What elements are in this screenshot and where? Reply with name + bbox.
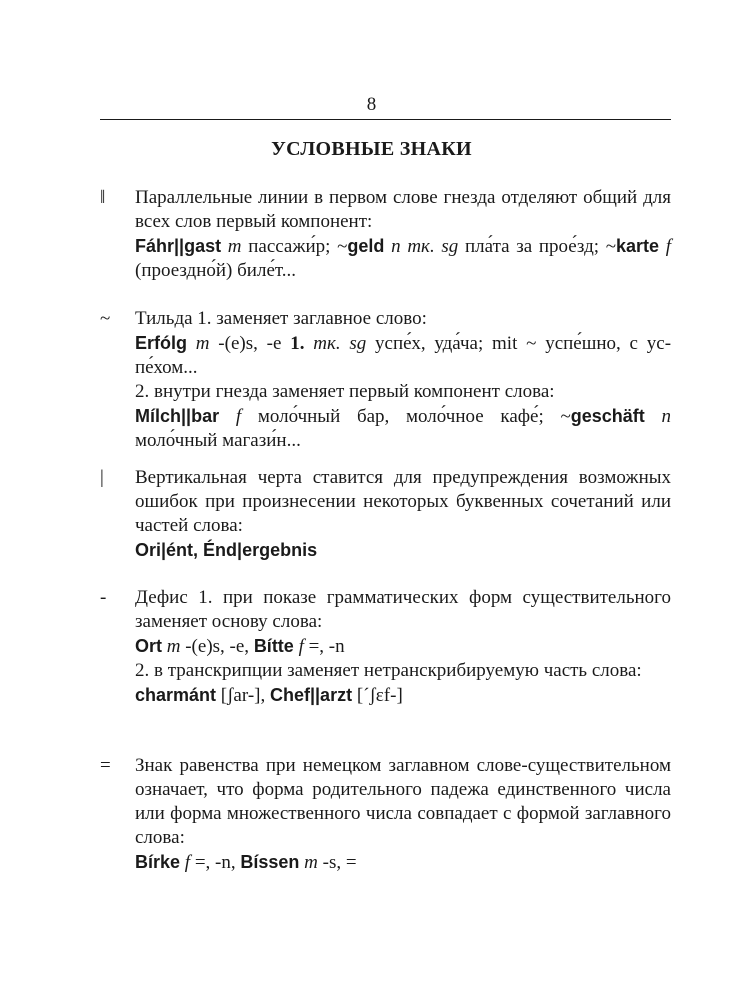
translation: успе́х, уда́ча; mit ~ успе́шно, с ус- (375, 333, 672, 354)
transcription: [ʃar-], (220, 685, 266, 706)
grammar-mark: тк. sg (313, 333, 367, 354)
headword: geschäft (570, 406, 645, 426)
symbol-equals: = (100, 755, 111, 776)
entry-description: Вертикальная черта ставится для предупреждения возможных ошибок при произнесении некоторых буквенных сочетаний или частей слова: (135, 467, 671, 536)
entry-vertical-bar (100, 466, 671, 562)
entry-description: Параллельные линии в первом слове гнезда отделяют общий для всех слов первый компонент: (135, 187, 671, 232)
grammar-mark: f (298, 636, 304, 657)
entry-example (135, 850, 671, 875)
headword: Mílch||bar (135, 406, 220, 426)
entry-example (135, 634, 671, 659)
entry-body (135, 307, 671, 453)
grammar-mark: f (235, 406, 242, 427)
inflection: =, -n, (194, 852, 236, 873)
entry-example: Ori|ént, Énd|ergebnis (135, 540, 318, 560)
grammar-mark: f (665, 236, 672, 257)
grammar-mark: n (661, 406, 672, 427)
entry-body (135, 586, 671, 708)
translation: моло́чный бар, моло́чное кафе́; ~ (257, 406, 571, 427)
entry-parallel-lines (100, 186, 671, 283)
page-title: УСЛОВНЫЕ ЗНАКИ (271, 138, 472, 160)
grammar-mark: m (195, 333, 210, 354)
entry-example-2 (135, 406, 671, 451)
inflection: -(e)s, -e (218, 333, 282, 354)
symbol-hyphen: - (100, 587, 107, 608)
entry-example (135, 234, 671, 283)
inflection: =, -n (308, 636, 345, 657)
headword: Bítte (253, 636, 294, 656)
headword: Bírke (135, 852, 181, 872)
grammar-mark: n тк. sg (391, 236, 459, 257)
entry-description: Тильда 1. заменяет заглавное слово: (135, 308, 427, 329)
page-number: 8 (366, 94, 377, 115)
entry-description: Дефис 1. при показе грамматических форм существительного заменяет основу слова: (135, 587, 671, 632)
translation: моло́чный магази́н... (135, 430, 301, 451)
translation: (проездно́й) биле́т... (135, 260, 297, 281)
headword: Bíssen (240, 852, 300, 872)
entry-body (135, 186, 671, 283)
entry-description: Знак равенства при немецком заглавном слове-существительном означает, что форма родительного падежа единственного числа или форма множественного числа совпадает с формой заглавного слова: (135, 755, 671, 848)
symbol-tilde: ~ (100, 308, 111, 329)
headword: Chef||arzt (269, 685, 353, 705)
entry-tilde (100, 307, 671, 453)
inflection: -s, = (322, 852, 357, 873)
headword: geld (347, 236, 385, 256)
translation: пе́хом... (135, 357, 198, 378)
entry-hyphen (100, 586, 671, 708)
entry-body (135, 754, 671, 875)
grammar-mark: f (184, 852, 191, 873)
headword: Ort (135, 636, 162, 656)
entry-description-2: 2. внутри гнезда заменяет первый компонент слова: (135, 381, 555, 402)
translation: пла́та за прое́зд; (464, 236, 600, 257)
headword: Fáhr||gast (135, 236, 222, 256)
grammar-mark: m (227, 236, 242, 257)
headword: Erfólg (135, 333, 187, 353)
symbol-vertical-bar: | (100, 467, 104, 488)
translation: пассажи́р; ~ (248, 236, 348, 257)
sense-number: 1. (290, 333, 305, 354)
entry-description-2: 2. в транскрипции заменяет нетранскрибируемую часть слова: (135, 660, 642, 681)
entry-example (135, 333, 671, 378)
symbol-double-bar: ‖ (100, 187, 106, 208)
inflection: -(e)s, -e, (185, 636, 250, 657)
entry-example-2 (135, 683, 671, 708)
headword: charmánt (135, 685, 217, 705)
headword: karte (616, 236, 660, 256)
entry-equals (100, 754, 671, 875)
header-rule (100, 119, 671, 120)
transcription: [ˊʃɛf-] (356, 685, 403, 706)
grammar-mark: m (166, 636, 181, 657)
grammar-mark: m (304, 852, 318, 873)
tilde: ~ (605, 236, 617, 257)
entry-body (135, 466, 671, 562)
